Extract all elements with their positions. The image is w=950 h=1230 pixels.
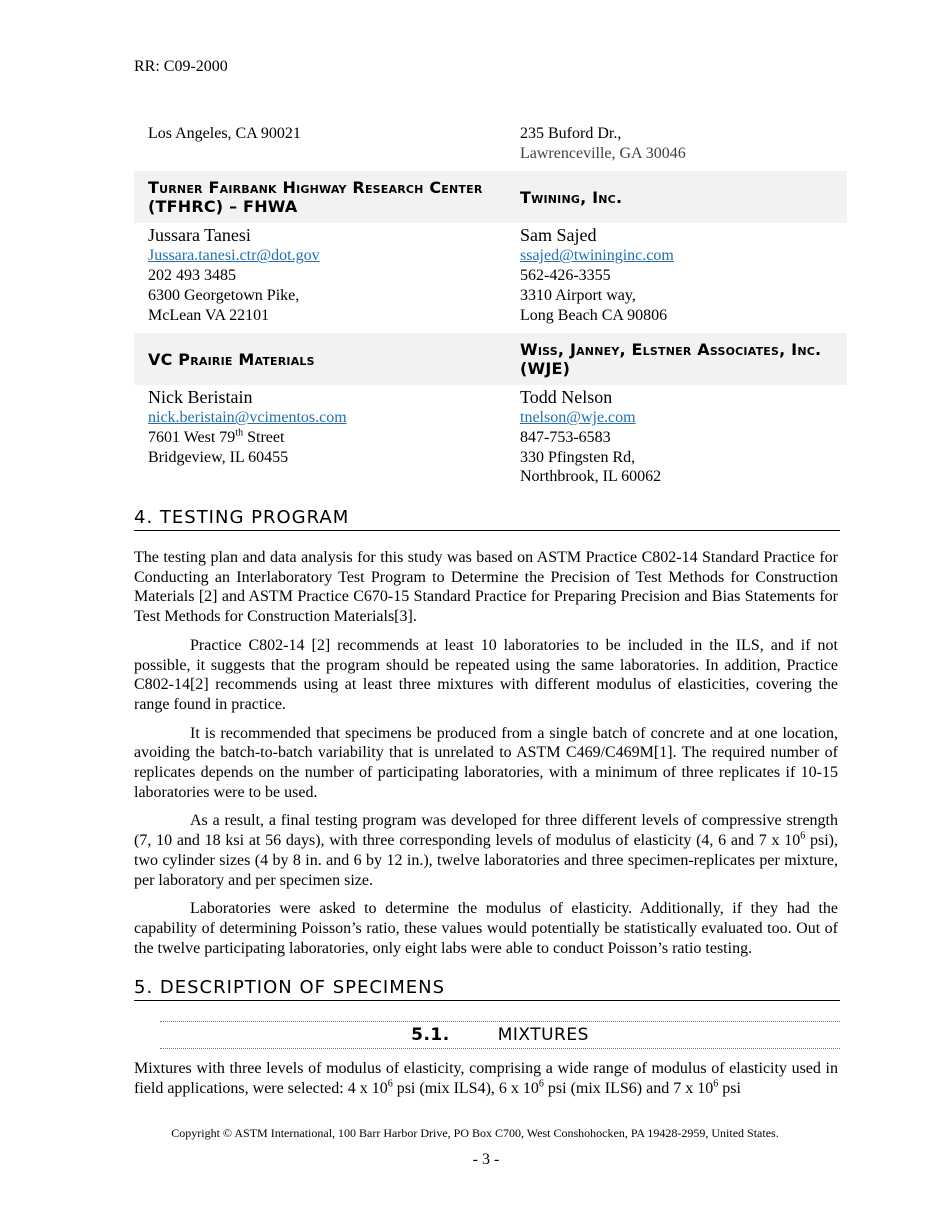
contact-cell bbox=[134, 122, 506, 171]
section-body-testing-program bbox=[134, 548, 838, 967]
address-line: 235 Buford Dr., bbox=[520, 125, 622, 142]
paragraph: As a result, a final testing program was developed for three different levels of compressive strength (7, 10 and 18 ksi at 56 days), with three corresponding levels of modulus of elasticity (4, 6 and 7 x $10^6$ psi), two cylinder sizes (4 by 8 in. and 6 by 12 in.), twelve laboratories and three specimen-replicates per mixture, per laboratory and per specimen size. bbox=[134, 812, 838, 889]
email-link[interactable]: nick.beristain@vcimentos.com bbox=[148, 409, 347, 427]
contact-details-row bbox=[134, 385, 847, 495]
paragraph: Mixtures with three levels of modulus of elasticity, comprising a wide range of modulus of elasticity used in field applications, were selected: 4 x $10^6$ psi (mix ILS4), 6 x $10^6$ psi (mix ILS6) and 7 x $10^6$ psi bbox=[134, 1060, 838, 1097]
org-name: Turner Fairbank Highway Research Center (TFHRC) – FHWA bbox=[134, 171, 506, 223]
subsection-title: MIXTURES bbox=[497, 1025, 589, 1045]
contact-cell bbox=[134, 223, 506, 333]
org-name: Wiss, Janney, Elstner Associates, Inc. (WJE) bbox=[506, 333, 847, 385]
contact-name: Sam Sajed bbox=[520, 225, 597, 246]
org-header-row bbox=[134, 333, 847, 385]
section-heading-testing-program: 4. TESTING PROGRAM bbox=[134, 507, 840, 531]
paragraph: Laboratories were asked to determine the modulus of elasticity. Additionally, if they had the capability of determining Poisson’s ratio, these values would potentially be statistically evaluated too. Out of the twelve participating laboratories, only eight labs were able to conduct Poisson’s ratio testing. bbox=[134, 900, 838, 957]
phone-number: 562-426-3355 bbox=[520, 267, 611, 285]
report-reference: RR: C09-2000 bbox=[134, 58, 228, 75]
page-number: - 3 - bbox=[472, 1151, 500, 1168]
phone-number: 847-753-6583 bbox=[520, 428, 611, 446]
footer-copyright: Copyright © ASTM International, 100 Barr Harbor Drive, PO Box C700, West Conshohocken, PA 19428-2959, United States. bbox=[171, 1126, 779, 1140]
address-line: Lawrenceville, GA 30046 bbox=[520, 144, 686, 162]
paragraph: It is recommended that specimens be produced from a single batch of concrete and at one location, avoiding the batch-to-batch variability that is unrelated to ASTM C469/C469M[1]. The required number of replicates depends on the number of participating laboratories, with a minimum of three replicates if 10-15 laboratories were to be used. bbox=[134, 724, 838, 801]
contact-cell bbox=[134, 385, 506, 495]
contact-name: Jussara Tanesi bbox=[148, 225, 251, 246]
section-body-mixtures bbox=[134, 1059, 838, 1107]
org-name: VC Prairie Materials bbox=[134, 333, 506, 385]
contacts-row-continued bbox=[134, 122, 847, 171]
paragraph: Practice C802-14 [2] recommends at least 10 laboratories to be included in the ILS, and if not possible, it suggests that the program should be repeated using the same laboratories. In addition, Practice C802-14[2] recommends using at least three mixtures with different modulus of elasticities, covering the range found in practice. bbox=[134, 636, 838, 713]
subsection-heading-mixtures bbox=[160, 1021, 840, 1049]
contact-details-row bbox=[134, 223, 847, 333]
contact-cell bbox=[506, 223, 847, 333]
email-link[interactable]: ssajed@twininginc.com bbox=[520, 247, 674, 265]
contact-cell bbox=[506, 385, 847, 495]
org-header-row bbox=[134, 171, 847, 223]
contact-name: Nick Beristain bbox=[148, 387, 253, 408]
contact-cell bbox=[506, 122, 847, 171]
email-link[interactable]: tnelson@wje.com bbox=[520, 409, 636, 427]
address-line: Los Angeles, CA 90021 bbox=[148, 125, 301, 142]
address-line: 6300 Georgetown Pike, bbox=[148, 286, 300, 304]
address-line: 3310 Airport way, bbox=[520, 286, 636, 304]
address-line: McLean VA 22101 bbox=[148, 306, 270, 324]
subsection-number: 5.1. bbox=[411, 1025, 450, 1045]
address-line: Long Beach CA 90806 bbox=[520, 306, 668, 324]
section-heading-description-of-specimens: 5. DESCRIPTION OF SPECIMENS bbox=[134, 977, 840, 1001]
address-line: 7601 West 79th Street bbox=[148, 427, 285, 446]
address-line: Bridgeview, IL 60455 bbox=[148, 448, 289, 466]
org-name: Twining, Inc. bbox=[506, 171, 847, 223]
address-line: Northbrook, IL 60062 bbox=[520, 468, 662, 486]
email-link[interactable]: Jussara.tanesi.ctr@dot.gov bbox=[148, 247, 320, 265]
paragraph: The testing plan and data analysis for this study was based on ASTM Practice C802-14 Standard Practice for Conducting an Interlaboratory Test Program to Determine the Precision of Test Methods for Construction Materials [2] and ASTM Practice C670-15 Standard Practice for Preparing Precision and Bias Statements for Test Methods for Construction Materials[3]. bbox=[134, 549, 838, 626]
contacts-table bbox=[134, 122, 847, 495]
contact-name: Todd Nelson bbox=[520, 387, 613, 408]
address-line: 330 Pfingsten Rd, bbox=[520, 448, 636, 466]
phone-number: 202 493 3485 bbox=[148, 267, 236, 285]
